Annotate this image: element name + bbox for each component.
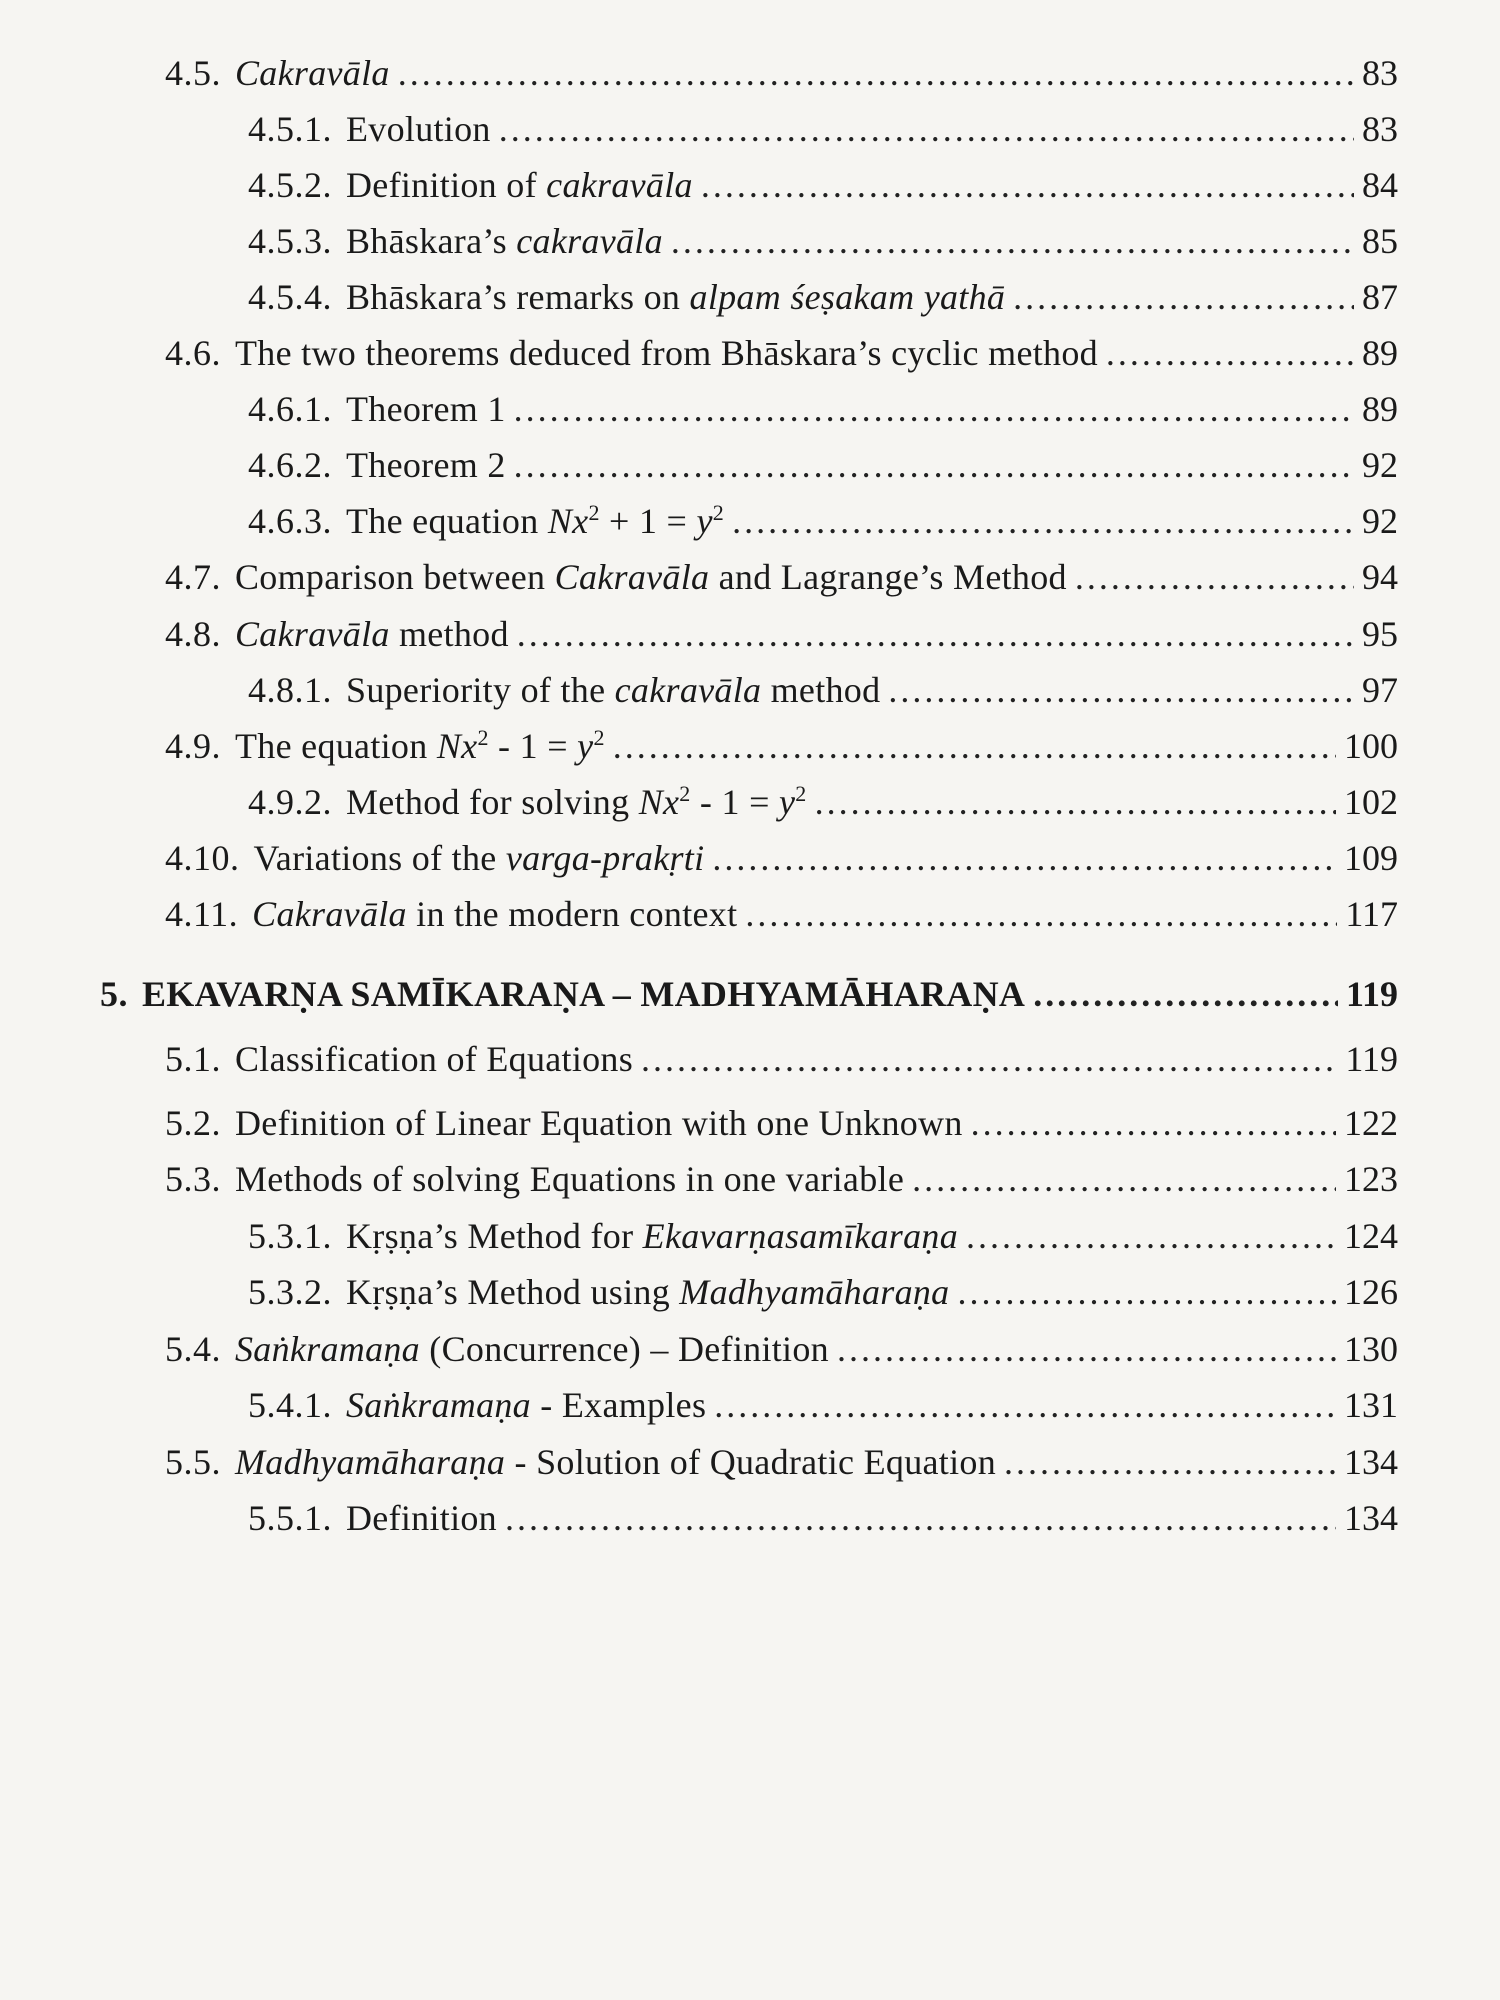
- toc-entry: [0, 1154, 1398, 1204]
- entry-title-part: + 1 =: [599, 501, 697, 541]
- entry-number: 5.2.: [165, 1103, 221, 1143]
- entry-page-number: 119: [1345, 1039, 1398, 1079]
- dot-leader: [732, 496, 1354, 546]
- dot-leader: [714, 1380, 1336, 1430]
- entry-title-part: varga-prakṛti: [505, 838, 705, 878]
- toc-entry: [0, 1493, 1398, 1543]
- dot-leader: [1075, 552, 1354, 602]
- entry-title: [235, 48, 390, 98]
- entry-title-part: in the modern context: [406, 894, 738, 934]
- entry-title-part: Theorem 1: [346, 389, 506, 429]
- toc-entry: [0, 328, 1398, 378]
- entry-title: [235, 1324, 829, 1374]
- toc-entry: [0, 160, 1398, 210]
- entry-number: 4.6.2.: [248, 445, 332, 485]
- entry-title: [235, 1154, 904, 1204]
- entry-page-number: 87: [1362, 277, 1398, 317]
- entry-page-number: 102: [1344, 782, 1398, 822]
- dot-leader: [957, 1267, 1336, 1317]
- toc-entry: [0, 665, 1398, 715]
- entry-title-part: Definition: [346, 1498, 497, 1538]
- toc-entry: [0, 496, 1398, 546]
- toc-entry: [0, 48, 1398, 98]
- entry-title: [346, 160, 693, 210]
- entry-title-part: Superiority of the: [346, 670, 615, 710]
- entry-number: 4.5.1.: [248, 109, 332, 149]
- entry-title: [346, 272, 1005, 322]
- entry-title: [346, 1211, 958, 1261]
- toc-chapter-entry: [0, 969, 1398, 1019]
- entry-page-number: 100: [1344, 726, 1398, 766]
- entry-number: 4.5.: [165, 53, 221, 93]
- entry-title-part: Theorem 2: [346, 445, 506, 485]
- entry-title-part: 2: [588, 500, 600, 525]
- toc-entry: [0, 1380, 1398, 1430]
- dot-leader: [613, 721, 1336, 771]
- entry-title-part: y: [696, 501, 713, 541]
- entry-page-number: 97: [1362, 670, 1398, 710]
- entry-title: [252, 889, 737, 939]
- entry-title: [142, 969, 1025, 1019]
- entry-title: [235, 721, 605, 771]
- entry-title-part: - Examples: [531, 1385, 707, 1425]
- entry-title-part: method: [761, 670, 881, 710]
- entry-title-part: (Concurrence) – Definition: [420, 1329, 829, 1369]
- entry-title-part: cakravāla: [516, 221, 663, 261]
- entry-title-part: The equation: [235, 726, 437, 766]
- entry-title-part: Nx: [547, 501, 589, 541]
- entry-title-part: method: [389, 614, 509, 654]
- entry-title: [235, 1437, 996, 1487]
- dot-leader: [514, 384, 1354, 434]
- entry-title-part: Variations of the: [253, 838, 506, 878]
- toc-entry: [0, 104, 1398, 154]
- dot-leader: [517, 609, 1354, 659]
- entry-number: 4.5.4.: [248, 277, 332, 317]
- entry-page-number: 126: [1344, 1272, 1398, 1312]
- entry-title-part: 2: [593, 725, 605, 750]
- entry-number: 5.4.: [165, 1329, 221, 1369]
- entry-title-part: Methods of solving Equations in one variable: [235, 1159, 905, 1199]
- entry-title: [346, 440, 506, 490]
- dot-leader: [499, 104, 1354, 154]
- dot-leader: [912, 1154, 1336, 1204]
- toc-entry: [0, 384, 1398, 434]
- entry-title-part: EKAVARṆA SAMĪKARAṆA – MADHYAMĀHARAṆA: [142, 974, 1026, 1014]
- dot-leader: [505, 1493, 1336, 1543]
- entry-page-number: 84: [1362, 165, 1398, 205]
- entry-page-number: 124: [1344, 1216, 1398, 1256]
- entry-title-part: Ekavarṇasamīkaraṇa: [642, 1216, 959, 1256]
- entry-number: 5.: [100, 974, 128, 1014]
- entry-title-part: - 1 =: [488, 726, 578, 766]
- dot-leader: [1013, 272, 1354, 322]
- entry-number: 4.9.: [165, 726, 221, 766]
- toc-entry: [0, 1034, 1398, 1084]
- dot-leader: [966, 1211, 1336, 1261]
- entry-page-number: 85: [1362, 221, 1398, 261]
- entry-number: 4.8.1.: [248, 670, 332, 710]
- entry-title-part: Definition of: [346, 165, 547, 205]
- entry-number: 4.6.3.: [248, 501, 332, 541]
- dot-leader: [971, 1098, 1336, 1148]
- dot-leader: [701, 160, 1354, 210]
- entry-page-number: 117: [1345, 894, 1398, 934]
- entry-page-number: 95: [1362, 614, 1398, 654]
- entry-title: [346, 1493, 497, 1543]
- entry-title-part: Definition of Linear Equation with one Unknown: [235, 1103, 963, 1143]
- entry-title-part: 2: [477, 725, 489, 750]
- entry-title-part: 2: [679, 781, 691, 806]
- dot-leader: [837, 1324, 1336, 1374]
- entry-title-part: alpam śeṣakam yathā: [689, 277, 1006, 317]
- toc-entry: [0, 721, 1398, 771]
- entry-page-number: 123: [1344, 1159, 1398, 1199]
- entry-title: [235, 328, 1098, 378]
- entry-number: 4.5.3.: [248, 221, 332, 261]
- dot-leader: [514, 440, 1354, 490]
- entry-title-part: cakravāla: [614, 670, 762, 710]
- entry-number: 4.5.2.: [248, 165, 332, 205]
- entry-title: [254, 833, 705, 883]
- toc-entry: [0, 440, 1398, 490]
- entry-title-part: - Solution of Quadratic Equation: [505, 1442, 996, 1482]
- entry-title-part: Saṅkramaṇa: [235, 1329, 420, 1369]
- entry-title-part: Cakravāla: [252, 894, 407, 934]
- entry-title-part: Kṛṣṇa’s Method using: [346, 1272, 680, 1312]
- entry-title-part: Classification of Equations: [235, 1039, 634, 1079]
- entry-title: [346, 1380, 706, 1430]
- entry-number: 4.7.: [165, 557, 221, 597]
- entry-number: 5.5.: [165, 1442, 221, 1482]
- dot-leader: [712, 833, 1336, 883]
- dot-leader: [398, 48, 1354, 98]
- entry-page-number: 83: [1362, 109, 1398, 149]
- entry-number: 4.11.: [165, 894, 239, 934]
- toc-entry: [0, 1267, 1398, 1317]
- toc-entry: [0, 889, 1398, 939]
- entry-page-number: 119: [1345, 974, 1398, 1014]
- entry-title-part: Evolution: [346, 109, 491, 149]
- entry-number: 4.10.: [165, 838, 240, 878]
- entry-title-part: - 1 =: [690, 782, 779, 822]
- entry-title-part: 2: [712, 500, 725, 525]
- entry-title-part: Method for solving: [346, 782, 639, 822]
- toc-entry: [0, 1211, 1398, 1261]
- entry-title-part: The equation: [346, 501, 548, 541]
- entry-page-number: 122: [1344, 1103, 1398, 1143]
- entry-page-number: 131: [1344, 1385, 1398, 1425]
- toc-entry: [0, 272, 1398, 322]
- entry-number: 5.1.: [165, 1039, 221, 1079]
- entry-title-part: Cakravāla: [235, 53, 390, 93]
- entry-title: [235, 1098, 963, 1148]
- entry-title-part: Comparison between: [235, 557, 555, 597]
- entry-title-part: Madhyamāharaṇa: [679, 1272, 950, 1312]
- entry-page-number: 130: [1344, 1329, 1398, 1369]
- entry-page-number: 109: [1344, 838, 1398, 878]
- entry-title-part: Nx: [638, 782, 680, 822]
- entry-page-number: 89: [1362, 333, 1398, 373]
- entry-title-part: cakravāla: [546, 165, 693, 205]
- entry-title-part: Bhāskara’s: [346, 221, 517, 261]
- toc-entry: [0, 216, 1398, 266]
- entry-title: [235, 1034, 633, 1084]
- dot-leader: [1033, 969, 1338, 1019]
- entry-number: 4.8.: [165, 614, 221, 654]
- entry-number: 4.6.1.: [248, 389, 332, 429]
- toc-entry: [0, 552, 1398, 602]
- entry-title: [235, 609, 509, 659]
- entry-page-number: 94: [1362, 557, 1398, 597]
- dot-leader: [1106, 328, 1354, 378]
- toc-entry: [0, 609, 1398, 659]
- entry-title-part: y: [779, 782, 796, 822]
- entry-title-part: and Lagrange’s Method: [709, 557, 1067, 597]
- entry-title: [346, 665, 880, 715]
- toc-entry: [0, 833, 1398, 883]
- dot-leader: [815, 777, 1336, 827]
- entry-title: [235, 552, 1067, 602]
- entry-number: 5.4.1.: [248, 1385, 332, 1425]
- entry-page-number: 89: [1362, 389, 1398, 429]
- entry-page-number: 83: [1362, 53, 1398, 93]
- entry-number: 5.3.: [165, 1159, 221, 1199]
- entry-title-part: Madhyamāharaṇa: [235, 1442, 506, 1482]
- entry-number: 4.9.2.: [248, 782, 332, 822]
- toc-entry: [0, 1324, 1398, 1374]
- toc-entry: [0, 1437, 1398, 1487]
- entry-number: 4.6.: [165, 333, 221, 373]
- entry-title-part: Cakravāla: [554, 557, 710, 597]
- entry-number: 5.3.1.: [248, 1216, 332, 1256]
- entry-page-number: 92: [1362, 445, 1398, 485]
- dot-leader: [1004, 1437, 1336, 1487]
- entry-number: 5.5.1.: [248, 1498, 332, 1538]
- entry-title: [346, 216, 663, 266]
- entry-title-part: y: [577, 726, 594, 766]
- entry-title: [346, 104, 491, 154]
- entry-title: [346, 777, 807, 827]
- entry-title-part: The two theorems deduced from Bhāskara’s cyclic method: [235, 333, 1098, 373]
- entry-page-number: 92: [1362, 501, 1398, 541]
- entry-page-number: 134: [1344, 1442, 1398, 1482]
- dot-leader: [641, 1034, 1337, 1084]
- entry-number: 5.3.2.: [248, 1272, 332, 1312]
- toc-entry: [0, 777, 1398, 827]
- dot-leader: [671, 216, 1354, 266]
- entry-title: [346, 496, 724, 546]
- entry-title-part: Bhāskara’s remarks on: [346, 277, 690, 317]
- entry-page-number: 134: [1344, 1498, 1398, 1538]
- entry-title-part: Saṅkramaṇa: [346, 1385, 531, 1425]
- entry-title-part: 2: [795, 781, 807, 806]
- entry-title-part: Cakravāla: [235, 614, 390, 654]
- entry-title-part: Kṛṣṇa’s Method for: [346, 1216, 643, 1256]
- dot-leader: [888, 665, 1354, 715]
- entry-title: [346, 1267, 949, 1317]
- toc-entry: [0, 1098, 1398, 1148]
- dot-leader: [745, 889, 1337, 939]
- entry-title-part: Nx: [436, 726, 478, 766]
- entry-title: [346, 384, 506, 434]
